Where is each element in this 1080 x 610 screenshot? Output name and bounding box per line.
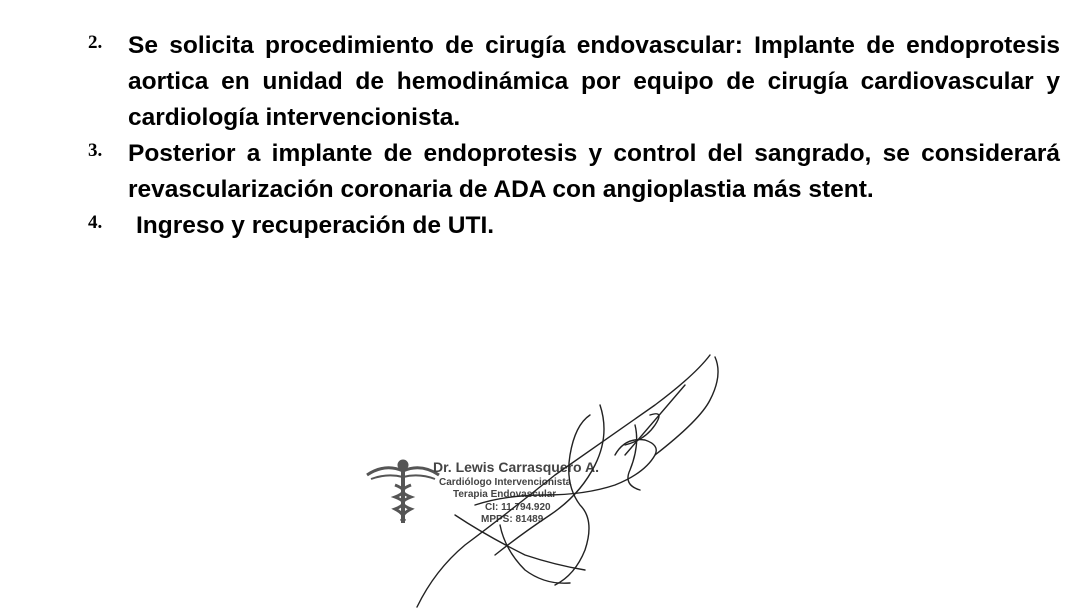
- list-item: [0, 208, 1080, 244]
- stamp-ci: CI: 11.794.920: [485, 502, 551, 513]
- list-item-text: Se solicita procedimiento de cirugía endovascular: Implante de endoprotesis aortica en unidad de hemodinámica por equipo de cirugía cardiovascular y cardiología intervencionista.: [128, 32, 1060, 131]
- stamp-specialty: Cardiólogo Intervencionista: [439, 477, 572, 488]
- list-item-number: 4.: [88, 212, 103, 233]
- stamp-mpps: MPPS: 81489: [481, 514, 544, 525]
- stamp-line2: Terapia Endovascular: [453, 489, 557, 500]
- signature-stamp: [355, 345, 755, 610]
- caduceus-icon: [367, 461, 439, 523]
- list-item-text: Ingreso y recuperación de UTI.: [136, 212, 495, 239]
- list-item: [0, 28, 1080, 136]
- list-item-number: 2.: [88, 32, 103, 53]
- stamp-name: Dr. Lewis Carrasquero A.: [433, 459, 599, 475]
- procedure-list: [0, 28, 1080, 244]
- list-item-number: 3.: [88, 140, 103, 161]
- list-item: [0, 136, 1080, 208]
- list-item-text: Posterior a implante de endoprotesis y control del sangrado, se considerará revascularización coronaria de ADA con angioplastia más stent.: [128, 140, 1060, 203]
